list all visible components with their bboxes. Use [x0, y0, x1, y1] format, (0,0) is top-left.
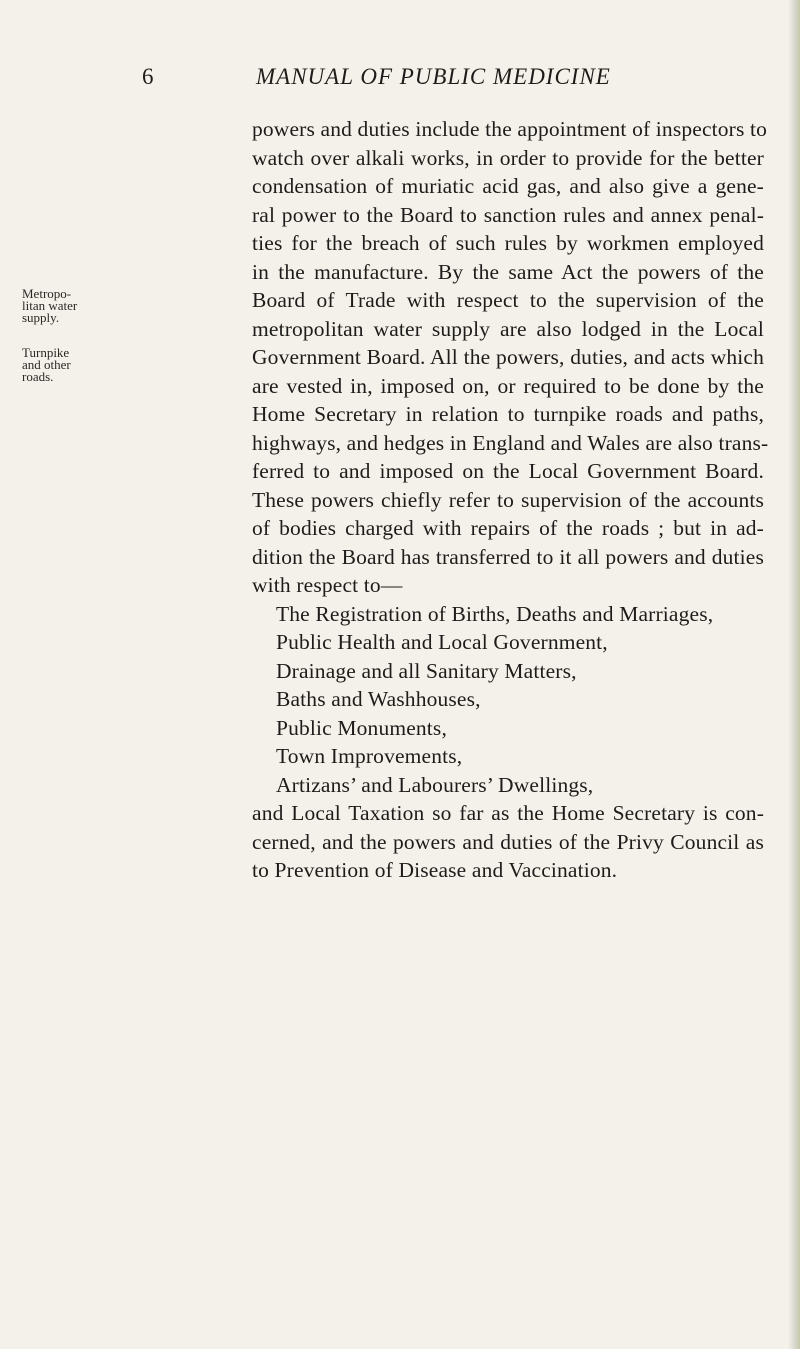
- list-item: Public Monuments,: [276, 715, 447, 740]
- page-edge-shadow: [788, 0, 800, 1349]
- margin-note-line: supply.: [22, 310, 60, 325]
- list-item: Public Health and Local Government,: [276, 630, 608, 654]
- text-line: of bodies charged with repairs of the roads ; but in ad-: [252, 516, 764, 540]
- text-line: powers and duties include the appointment of inspectors to: [252, 117, 768, 141]
- margin-note-line: roads.: [22, 369, 54, 384]
- text-line: metropolitan water supply are also lodged in the Local: [252, 316, 764, 341]
- text-line: cerned, and the powers and duties of the Privy Council as: [252, 829, 764, 854]
- list-item: Town Improvements,: [276, 744, 463, 768]
- list-item: Baths and Washhouses,: [276, 687, 481, 711]
- text-line: ral power to the Board to sanction rules and annex penal-: [252, 202, 764, 227]
- list-item: The Registration of Births, Deaths and Marriages,: [276, 601, 714, 626]
- margin-note-line: Metropo-: [22, 286, 72, 301]
- text-line: and Local Taxation so far as the Home Secretary is con-: [252, 801, 764, 825]
- text-line: Board of Trade with respect to the supervision of the: [252, 288, 764, 312]
- running-title: MANUAL OF PUBLIC MEDICINE: [256, 64, 611, 89]
- list-item: Artizans’ and Labourers’ Dwellings,: [276, 772, 594, 797]
- text-line: ferred to and imposed on the Local Government Board.: [252, 459, 764, 483]
- text-line: ties for the breach of such rules by workmen employed: [252, 231, 764, 255]
- text-line: condensation of muriatic acid gas, and also give a gene-: [252, 174, 764, 198]
- text-line: with respect to—: [252, 573, 403, 597]
- list-item: Drainage and all Sanitary Matters,: [276, 658, 577, 683]
- closing-paragraph: [252, 799, 764, 885]
- margin-note-line: Turnpike: [22, 345, 70, 360]
- text-line: watch over alkali works, in order to provide for the better: [252, 145, 764, 170]
- text-line: in the manufacture. By the same Act the powers of the: [252, 259, 764, 284]
- responsibility-list: [252, 600, 764, 800]
- text-line: are vested in, imposed on, or required to be done by the: [252, 373, 764, 398]
- text-line: to Prevention of Disease and Vaccination.: [252, 858, 618, 882]
- body-text: [252, 115, 769, 885]
- text-line: dition the Board has transferred to it all powers and duties: [252, 544, 764, 569]
- page-header: [0, 64, 800, 94]
- page-number: 6: [142, 64, 155, 89]
- main-paragraph: [252, 115, 769, 600]
- margin-note-turnpike-roads: [22, 347, 114, 383]
- text-line: Home Secretary in relation to turnpike roads and paths,: [252, 402, 764, 426]
- text-line: Government Board. All the powers, duties, and acts which: [252, 345, 764, 369]
- text-line: highways, and hedges in England and Wales are also trans-: [252, 430, 769, 455]
- margin-note-metropolitan-water-supply: [22, 288, 114, 324]
- margin-note-line: litan water: [22, 298, 78, 313]
- text-line: These powers chiefly refer to supervision of the accounts: [252, 487, 764, 512]
- margin-note-line: and other: [22, 357, 71, 372]
